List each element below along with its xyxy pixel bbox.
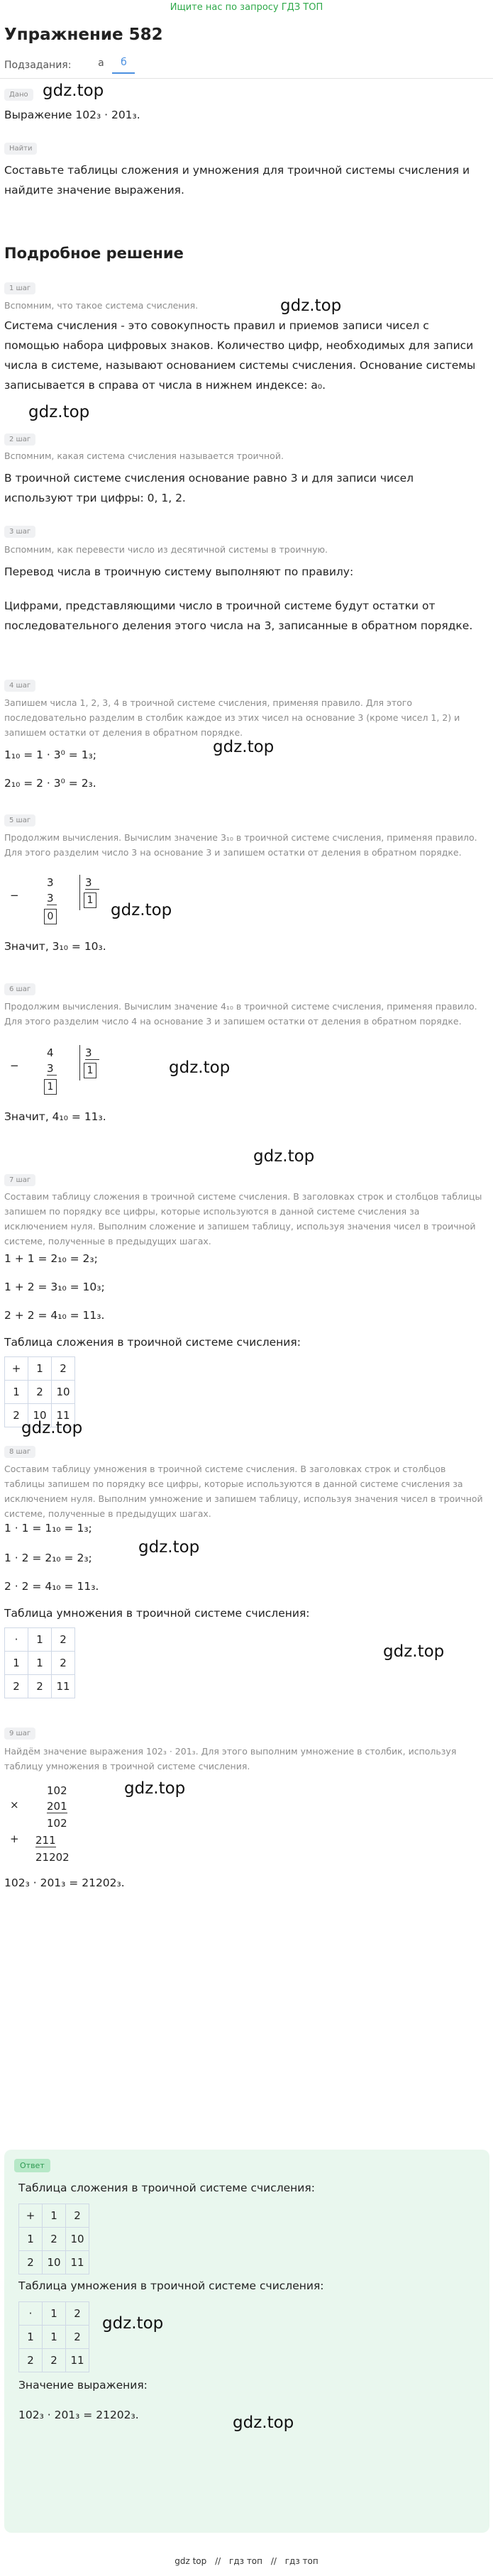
- step-note: Продолжим вычисления. Вычислим значение 4₁₀ в троичной системе счисления, применяя правило. Для этого разделим число 4 на основание 3 и запишем остатки от деления в обратном порядке.: [4, 1001, 477, 1027]
- find-section: [4, 140, 37, 155]
- equation: 1 + 1 = 2₁₀ = 2₃;: [4, 1252, 98, 1265]
- page-title: Упражнение 582: [4, 26, 163, 44]
- step-note: Составим таблицу сложения в троичной системе счисления. В заголовках строк и столбцов таблицы запишем по порядку все цифры, которые используются в данной системе счисления за исключением нуля. Выполним сложение и запишем таблицу, используя значения чисел в троичной системе, полученные в предыдущих шагах.: [4, 1191, 482, 1246]
- watermark: gdz.top: [138, 1538, 200, 1557]
- answer-value-title: Значение выражения:: [18, 2379, 148, 2392]
- multiplication-table: · 1 2 1 1 2 2 2 11: [4, 1627, 75, 1698]
- footer-link[interactable]: гдз топ: [229, 2556, 262, 2566]
- answer-value: 102₃ · 201₃ = 21202₃.: [18, 2409, 139, 2421]
- watermark: gdz.top: [28, 403, 90, 421]
- step-note: Продолжим вычисления. Вычислим значение 3₁₀ в троичной системе счисления, применяя правило. Для этого разделим число 3 на основание 3 и запишем остатки от деления в обратном порядке.: [4, 832, 477, 858]
- equation: 2₁₀ = 2 · 3⁰ = 2₃.: [4, 777, 96, 790]
- column-multiplication: × 102 201 + 102 211 21202: [10, 1784, 70, 1864]
- step-body: В троичной системе счисления основание равно 3 и для записи чисел используют три цифры: 0, 1, 2.: [4, 472, 414, 504]
- equation: 1 · 2 = 2₁₀ = 2₃;: [4, 1552, 92, 1564]
- equation: 2 · 2 = 4₁₀ = 11₃.: [4, 1580, 99, 1593]
- step-note: Составим таблицу умножения в троичной системе счисления. В заголовках строк и столбцов таблицы запишем по порядку все цифры, которые используются в данной системе счисления за исключением нуля. Выполним умножение и запишем таблицу, используя значения чисел в троичной системе, полученные в предыдущих шагах.: [4, 1464, 483, 1519]
- step-tag: 3 шаг: [4, 524, 35, 538]
- step-body: Цифрами, представляющими число в троичной системе будут остатки от последовательного деления этого числа на 3, записанные в обратном порядке.: [4, 599, 473, 632]
- watermark: gdz.top: [21, 1419, 83, 1437]
- find-tag: Найти: [4, 143, 37, 155]
- long-division: − 3 3 0 3 1: [4, 876, 146, 933]
- subtasks-label: Подзадания:: [4, 60, 72, 71]
- watermark: gdz.top: [233, 2414, 294, 2432]
- step-note: Вспомним, какая система счисления называется троичной.: [4, 450, 284, 461]
- addition-table: + 1 2 1 2 10 2 10 11: [4, 1356, 75, 1427]
- watermark: gdz.top: [253, 1147, 315, 1166]
- subtask-tab-a[interactable]: а: [98, 57, 104, 69]
- step-tag: 4 шаг: [4, 678, 35, 692]
- step-tag: 5 шаг: [4, 812, 35, 827]
- step-result: Значит, 3₁₀ = 10₃.: [4, 940, 106, 953]
- given-section: [4, 87, 33, 101]
- step-tag: 9 шаг: [4, 1725, 35, 1740]
- table-title: Таблица умножения в троичной системе счисления:: [4, 1607, 310, 1620]
- answer-add-title: Таблица сложения в троичной системе счисления:: [18, 2182, 315, 2194]
- step-result: 102₃ · 201₃ = 21202₃.: [4, 1876, 125, 1889]
- answer-mul-title: Таблица умножения в троичной системе счисления:: [18, 2279, 324, 2292]
- subtasks-bar: [4, 57, 135, 74]
- step-body: Система счисления - это совокупность правил и приемов записи чисел с помощью набора цифровых знаков. Количество цифр, необходимых для записи числа в системе, называют основанием системы счисления. Основание системы записывается в справа от числа в нижнем индексе: a₀.: [4, 319, 476, 392]
- footer-link[interactable]: gdz top: [175, 2556, 207, 2566]
- step-note: Найдём значение выражения 102₃ · 201₃. Для этого выполним умножение в столбик, используя таблицу умножения в троичной системе счисления.: [4, 1746, 457, 1771]
- step-tag: 1 шаг: [4, 280, 35, 294]
- subtask-tab-b[interactable]: б: [112, 57, 135, 74]
- watermark: gdz.top: [169, 1058, 231, 1077]
- watermark: gdz.top: [213, 738, 275, 756]
- footer-link[interactable]: гдз топ: [284, 2556, 318, 2566]
- footer-links: [0, 2556, 493, 2566]
- top-banner[interactable]: Ищите нас по запросу ГДЗ ТОП: [0, 0, 493, 16]
- answer-multiplication-table: · 1 2 1 1 2 2 2 11: [18, 2301, 89, 2372]
- answer-addition-table: + 1 2 1 2 10 2 10 11: [18, 2204, 89, 2274]
- step-body: Перевод числа в троичную систему выполняют по правилу:: [4, 565, 354, 578]
- equation: 1₁₀ = 1 · 3⁰ = 1₃;: [4, 748, 96, 761]
- find-text: Составьте таблицы сложения и умножения для троичной системы счисления и найдите значение выражения.: [4, 164, 470, 197]
- step-tag: 2 шаг: [4, 431, 35, 446]
- answer-tag: Ответ: [14, 2158, 50, 2172]
- answer-box: [4, 2150, 489, 2533]
- step-result: Значит, 4₁₀ = 11₃.: [4, 1110, 106, 1123]
- watermark: gdz.top: [383, 1642, 445, 1661]
- watermark: gdz.top: [280, 297, 342, 315]
- watermark: gdz.top: [43, 82, 104, 100]
- given-tag: Дано: [4, 89, 33, 101]
- step-tag: 8 шаг: [4, 1444, 35, 1458]
- given-text: Выражение 102₃ · 201₃.: [4, 109, 140, 121]
- step-note: Вспомним, как перевести число из десятичной системы в троичную.: [4, 544, 328, 555]
- watermark: gdz.top: [102, 2314, 164, 2333]
- equation: 2 + 2 = 4₁₀ = 11₃.: [4, 1309, 105, 1322]
- step-tag: 6 шаг: [4, 981, 35, 995]
- watermark: gdz.top: [111, 901, 172, 919]
- step-note: Запишем числа 1, 2, 3, 4 в троичной системе счисления, применяя правило. Для этого последовательно разделим в столбик каждое из этих чисел на основание 3 (кроме чисел 1, 2) и запишем остатки от деления в обратном порядке.: [4, 697, 460, 738]
- step-note: Вспомним, что такое система счисления.: [4, 300, 199, 311]
- footer-sep: //: [270, 2556, 277, 2566]
- table-title: Таблица сложения в троичной системе счисления:: [4, 1336, 301, 1349]
- footer-sep: //: [215, 2556, 221, 2566]
- divider: [0, 78, 493, 79]
- long-division: − 4 3 1 3 1: [4, 1046, 146, 1103]
- equation: 1 + 2 = 3₁₀ = 10₃;: [4, 1281, 105, 1293]
- solution-title: Подробное решение: [4, 245, 184, 262]
- watermark: gdz.top: [124, 1779, 186, 1798]
- equation: 1 · 1 = 1₁₀ = 1₃;: [4, 1522, 92, 1535]
- step-tag: 7 шаг: [4, 1172, 35, 1186]
